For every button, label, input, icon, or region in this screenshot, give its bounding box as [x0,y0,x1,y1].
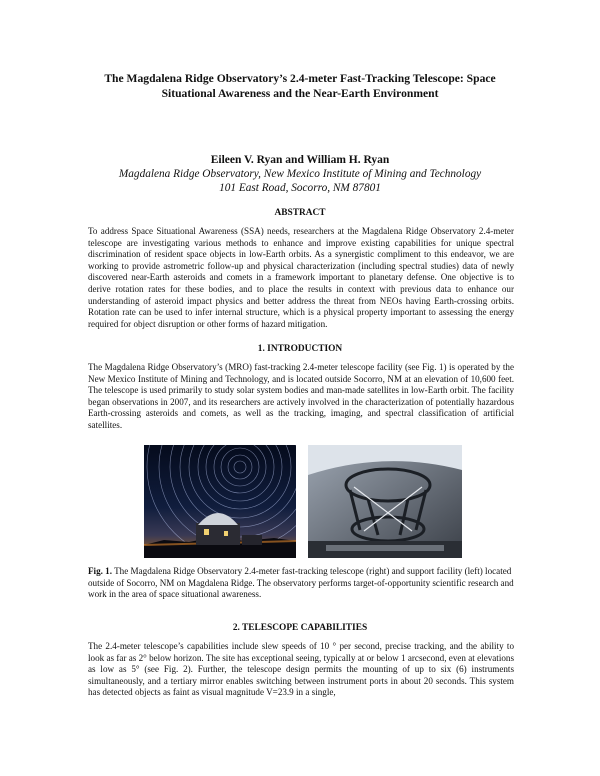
affiliation [60,167,540,195]
abstract-text: To address Space Situational Awareness (SSA) needs, researchers at the Magdalena Ridge Observatory 2.4-meter telescope are investigating various methods to enhance and improve existing capabilities for unique spectral discrimination of resident space objects in low-Earth orbits. As a synergistic compliment to this endeavor, we are working to provide astrometric follow-up and physical characterization (including spectral studies) data of newly discovered near-Earth asteroids and comets in a framework important to planetary defense. One objective is to derive rotation rates for these bodies, and to place the results in context with previous data to enhance our understanding of asteroid impact physics and better address the threat from NEOs having Earth-crossing orbits. Rotation rate can be used to infer internal structure, which is a physical property important to assessing the energy required for object disruption or other forms of hazard mitigation. [88,226,514,329]
authors: Eileen V. Ryan and William H. Ryan [210,154,390,166]
introduction-text: The Magdalena Ridge Observatory’s (MRO) fast-tracking 2.4-meter telescope facility (see Fig. 1) is operated by the New Mexico Institute of Mining and Technology, and is located outside Socorro, NM at an elevation of 10,600 feet. The telescope is used primarily to study solar system bodies and man-made satellites in low-Earth orbit. The facility began observations in 2007, and its researchers are actively involved in the characterization of potentially hazardous Earth-crossing asteroids and comets, as well as the tracking, imaging, and spectral classification of artificial satellites. [88,362,514,430]
affiliation-line-1: Magdalena Ridge Observatory, New Mexico Institute of Mining and Technology [118,168,482,180]
telescope-photo [308,445,462,558]
observatory-night-photo [144,445,296,558]
telescope-image [308,445,462,558]
abstract-heading: ABSTRACT [274,208,326,218]
title-line-1: The Magdalena Ridge Observatory’s 2.4-meter Fast-Tracking Telescope: Space [104,72,496,85]
figure-1-caption [88,566,514,601]
title-line-2: Situational Awareness and the Near-Earth Environment [161,87,439,100]
capabilities-text: The 2.4-meter telescope’s capabilities include slew speeds of 10 ° per second, precise tracking, and the ability to look as far as 2° below horizon. The site has exceptional seeing, typically at or below 1 arcsecond, even at elevations as low as 5° (see Fig. 2). Further, the telescope design permits the mounting of up to six (6) instruments simultaneously, and a tertiary mirror enables switching between instrument ports in about 20 seconds. This system has detected objects as faint as visual magnitude V=23.9 in a single, [88,641,514,698]
affiliation-line-2: 101 East Road, Socorro, NM 87801 [219,182,381,194]
capabilities-heading: 2. TELESCOPE CAPABILITIES [232,623,368,633]
figure-1-caption-text: The Magdalena Ridge Observatory 2.4-meter fast-tracking telescope (right) and support facility (left) located outside of Socorro, NM on Magdalena Ridge. The observatory performs target-of-opportunity scientific research and work in the area of space situational awareness. [88,566,514,600]
star-trails-image [144,445,296,558]
introduction-heading: 1. INTRODUCTION [257,344,343,354]
figure-1-label: Fig. 1. [88,566,112,576]
paper-title [60,71,540,101]
